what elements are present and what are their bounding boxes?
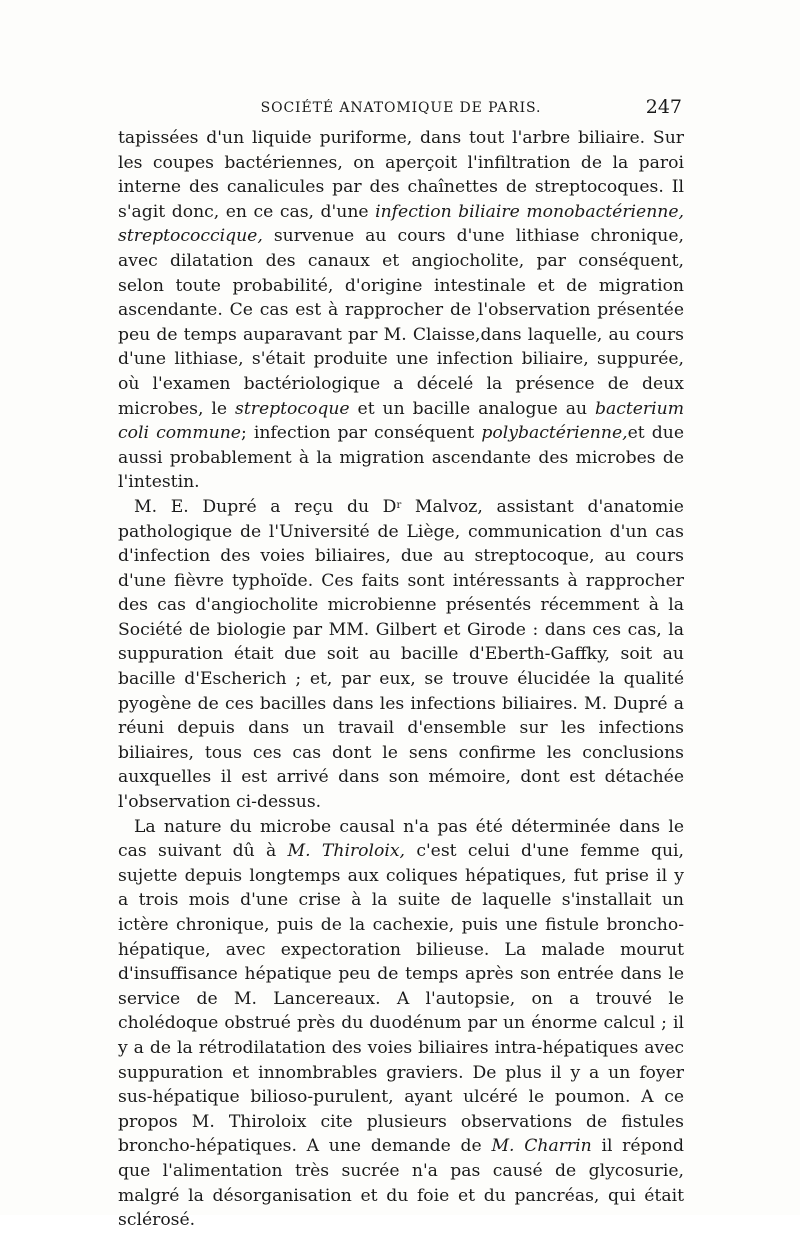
text-run: ; infection par conséquent <box>240 423 482 444</box>
page-header <box>118 96 684 126</box>
text-run: survenue au cours d'une lithiase chronique, avec dilatation des canaux et angiocholite, par conséquent, selon toute probabilité, d'origine intestinale et de migration ascendante. Ce cas est à rapprocher de l'observation présentée peu de temps auparavant par M. Claisse,dans laquelle, au cours d'une lithiase, s'était produite une infection biliaire, suppurée, où l'examen bactériologique a décelé la présence de deux microbes, le <box>118 226 684 419</box>
running-title: SOCIÉTÉ ANATOMIQUE DE PARIS. <box>260 100 542 116</box>
italic-term: streptocoque <box>235 398 350 419</box>
paragraph-angiocholite-streptococcique <box>118 126 684 495</box>
paragraph-dupre-malvoz <box>118 495 684 815</box>
text-run: M. E. Dupré a reçu du D <box>134 496 397 517</box>
text-run: La nature du microbe causal n'a pas été déterminée dans le cas suivant dû à <box>118 816 684 862</box>
superscript: r <box>396 499 402 511</box>
italic-author: M. Charrin <box>491 1136 592 1157</box>
italic-term: bacterium coli commune <box>118 398 684 444</box>
italic-term: polybactérienne, <box>481 423 628 444</box>
text-run: et un bacille analogue au <box>349 398 595 419</box>
body-text <box>118 126 684 1233</box>
text-run: c'est celui d'une femme qui, sujette depuis longtemps aux coliques hépatiques, fut prise il y a trois mois d'une crise à la suite de laquelle s'installait un ictère chronique, puis de la cachexie, puis une fistule broncho-hépatique, avec expectoration bilieuse. La malade mourut d'insuffisance hépatique peu de temps après son entrée dans le service de M. Lancereaux. A l'autopsie, on a trouvé le cholédoque obstrué près du duodénum par un énorme calcul ; il y a de la rétrodilatation des voies biliaires intra-hépatiques avec suppuration et innombrables graviers. De plus il y a un foyer sus-hépatique bilioso-purulent, ayant ulcéré le poumon. A ce propos M. Thiroloix cite plusieurs observations de fistules broncho-hépatiques. A une demande de <box>118 841 685 1157</box>
page-number: 247 <box>645 96 682 118</box>
italic-author: M. Thiroloix, <box>287 841 406 862</box>
text-run: tapissées d'un liquide puriforme, dans tout l'arbre biliaire. Sur les coupes bactériennes, on aperçoit l'infiltration de la paroi interne des canalicules par des chaînettes de streptocoques. Il s'agit donc, en ce cas, d'une <box>118 128 684 222</box>
paragraph-thiroloix-case <box>118 815 684 1233</box>
text-run: il répond que l'alimentation très sucrée n'a pas causé de glycosurie, malgré la désorganisation et du foie et du pancréas, qui était sclérosé. <box>118 1136 684 1231</box>
italic-term: infection biliaire monobactérienne, streptococcique, <box>118 201 684 247</box>
text-run: et due aussi probablement à la migration ascendante des microbes de l'intestin. <box>118 423 684 493</box>
text-run: Malvoz, assistant d'anatomie pathologique de l'Université de Liège, communication d'un cas d'infection des voies biliaires, due au streptocoque, au cours d'une fièvre typhoïde. Ces faits sont intéressants à rapprocher des cas d'angiocholite microbienne présentés récemment à la Société de biologie par MM. Gilbert et Girode : dans ces cas, la suppuration était due soit au bacille d'Eberth-Gaffky, soit au bacille d'Escherich ; et, par eux, se trouve élucidée la qualité pyogène de ces bacilles dans les infections biliaires. M. Dupré a réuni depuis dans un travail d'ensemble sur les infections biliaires, tous ces cas dont le sens confirme les conclusions auxquelles il est arrivé dans son mémoire, dont est détachée l'observation ci-dessus. <box>118 496 684 813</box>
